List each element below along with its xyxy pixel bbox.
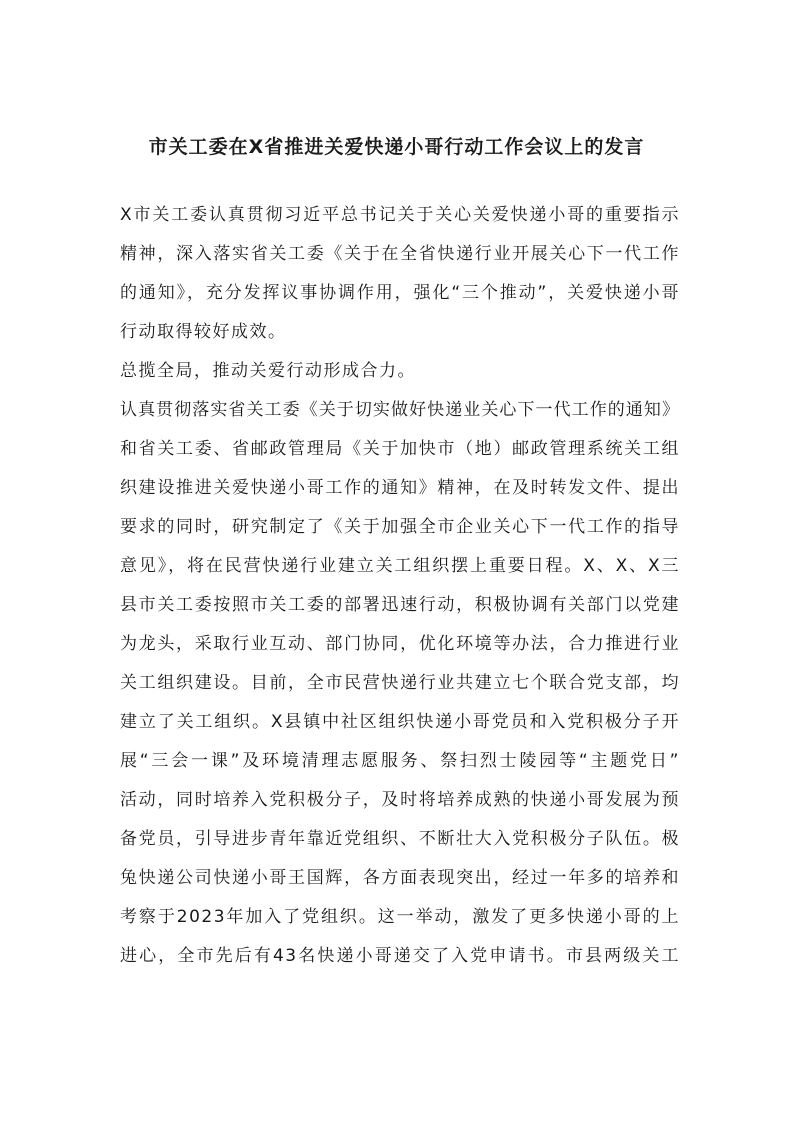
body-line: 认真贯彻落实省关工委《关于切实做好快递业关心下一代工作的通知》 xyxy=(120,400,680,420)
body-line: 行动取得较好成效。 xyxy=(120,322,287,342)
body-line: 和省关工委、省邮政管理局《关于加快市（地）邮政管理系统关工组 xyxy=(120,439,680,459)
body-line: 意见》，将在民营快递行业建立关工组织摆上重要日程。X、X、X三 xyxy=(120,556,680,576)
body-line: 关工组织建设。目前，全市民营快递行业共建立七个联合党支部，均 xyxy=(120,673,680,693)
body-line: 考察于2023年加入了党组织。这一举动，激发了更多快递小哥的上 xyxy=(120,907,680,927)
body-line: 精神，深入落实省关工委《关于在全省快递行业开展关心下一代工作 xyxy=(120,244,680,264)
document-title: 市关工委在X省推进关爱快递小哥行动工作会议上的发言 xyxy=(148,136,645,158)
body-line: 进心，全市先后有43名快递小哥递交了入党申请书。市县两级关工 xyxy=(120,946,680,966)
body-line: 要求的同时，研究制定了《关于加强全市企业关心下一代工作的指导 xyxy=(120,517,680,537)
body-line: X市关工委认真贯彻习近平总书记关于关心关爱快递小哥的重要指示 xyxy=(120,205,680,225)
body-line: 的通知》，充分发挥议事协调作用，强化“三个推动”，关爱快递小哥 xyxy=(120,283,680,303)
body-line: 建立了关工组织。X县镇中社区组织快递小哥党员和入党积极分子开 xyxy=(120,712,680,732)
body-line: 织建设推进关爱快递小哥工作的通知》精神，在及时转发文件、提出 xyxy=(120,478,680,498)
body-line: 总揽全局，推动关爱行动形成合力。 xyxy=(120,361,416,381)
body-line: 兔快递公司快递小哥王国辉，各方面表现突出，经过一年多的培养和 xyxy=(120,868,680,888)
body-line: 活动，同时培养入党积极分子，及时将培养成熟的快递小哥发展为预 xyxy=(120,790,680,810)
body-line: 备党员，引导进步青年靠近党组织、不断壮大入党积极分子队伍。极 xyxy=(120,829,680,849)
document-body xyxy=(120,196,680,976)
body-line: 县市关工委按照市关工委的部署迅速行动，积极协调有关部门以党建 xyxy=(120,595,680,615)
body-line: 展“三会一课”及环境清理志愿服务、祭扫烈士陵园等“主题党日” xyxy=(120,751,680,771)
body-line: 为龙头，采取行业互动、部门协同，优化环境等办法，合力推进行业 xyxy=(120,634,680,654)
